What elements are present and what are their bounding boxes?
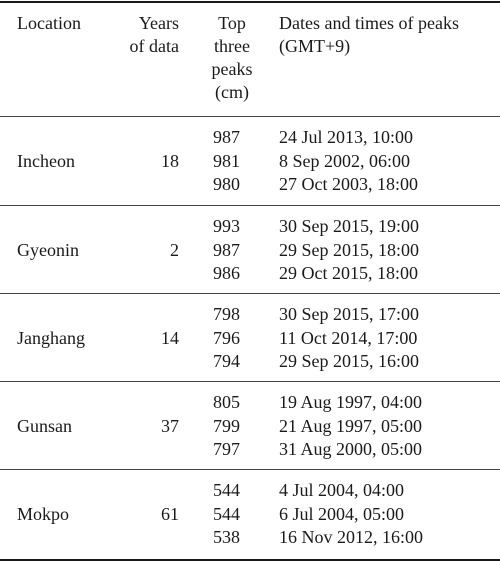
peak-value: 796 bbox=[213, 327, 240, 348]
header-years bbox=[113, 12, 179, 58]
header-peaks-line: three bbox=[214, 36, 250, 56]
header-dates-line: Dates and times of peaks bbox=[279, 13, 459, 33]
peak-value: 794 bbox=[213, 351, 240, 371]
table-bottom-rule bbox=[0, 559, 500, 561]
peak-value: 981 bbox=[213, 150, 240, 171]
peak-date: 27 Oct 2003, 18:00 bbox=[279, 174, 418, 194]
dates-cell bbox=[279, 391, 422, 462]
table-row bbox=[0, 294, 500, 384]
peak-date: 21 Aug 1997, 05:00 bbox=[279, 415, 423, 436]
peak-value: 544 bbox=[213, 503, 240, 524]
header-dates-line: (GMT+9) bbox=[279, 36, 351, 56]
peak-date: 29 Sep 2015, 18:00 bbox=[279, 239, 420, 260]
dates-cell bbox=[279, 479, 423, 550]
peak-date: 24 Jul 2013, 10:00 bbox=[279, 127, 414, 147]
peak-date: 29 Oct 2015, 18:00 bbox=[279, 263, 418, 283]
peak-date: 8 Sep 2002, 06:00 bbox=[279, 150, 411, 171]
peak-date: 4 Jul 2004, 04:00 bbox=[279, 480, 405, 500]
header-peaks bbox=[205, 12, 259, 104]
peak-value: 987 bbox=[213, 127, 240, 147]
table-row bbox=[0, 117, 500, 207]
peak-date: 30 Sep 2015, 19:00 bbox=[279, 216, 420, 236]
peak-value: 987 bbox=[213, 239, 240, 260]
table-top-rule bbox=[0, 1, 500, 3]
peak-value: 993 bbox=[213, 216, 240, 236]
header-dates bbox=[279, 12, 459, 58]
location-cell: Mokpo bbox=[17, 504, 70, 524]
peaks-cell bbox=[213, 126, 240, 197]
peaks-cell bbox=[213, 391, 240, 462]
dates-cell bbox=[279, 303, 419, 374]
peak-value: 797 bbox=[213, 439, 240, 459]
location-cell: Janghang bbox=[17, 328, 85, 348]
years-cell: 2 bbox=[170, 240, 179, 260]
table-header bbox=[0, 6, 500, 116]
peak-date: 19 Aug 1997, 04:00 bbox=[279, 392, 423, 412]
peaks-cell bbox=[213, 303, 240, 374]
peak-date: 31 Aug 2000, 05:00 bbox=[279, 439, 423, 459]
location-cell: Incheon bbox=[17, 151, 75, 171]
location-cell: Gunsan bbox=[17, 416, 72, 436]
peak-date: 6 Jul 2004, 05:00 bbox=[279, 503, 405, 524]
header-years-line: Years bbox=[138, 13, 179, 33]
location-cell: Gyeonin bbox=[17, 240, 79, 260]
peaks-cell bbox=[213, 215, 240, 286]
peak-value: 799 bbox=[213, 415, 240, 436]
peak-value: 798 bbox=[213, 304, 240, 324]
dates-cell bbox=[279, 126, 418, 197]
header-years-line: of data bbox=[129, 36, 179, 56]
peaks-cell bbox=[213, 479, 240, 550]
table-row bbox=[0, 470, 500, 560]
peak-value: 986 bbox=[213, 263, 240, 283]
years-cell: 61 bbox=[161, 504, 179, 524]
header-peaks-line: (cm) bbox=[215, 82, 249, 102]
peak-value: 544 bbox=[213, 480, 240, 500]
peak-value: 805 bbox=[213, 392, 240, 412]
years-cell: 18 bbox=[161, 151, 179, 171]
header-peaks-line: peaks bbox=[211, 59, 253, 79]
dates-cell bbox=[279, 215, 419, 286]
table-row bbox=[0, 382, 500, 472]
peak-value: 538 bbox=[213, 527, 240, 547]
header-peaks-line: Top bbox=[218, 13, 246, 33]
table-row bbox=[0, 206, 500, 296]
peak-date: 16 Nov 2012, 16:00 bbox=[279, 527, 423, 547]
peak-date: 29 Sep 2015, 16:00 bbox=[279, 351, 420, 371]
years-cell: 14 bbox=[161, 328, 179, 348]
peak-value: 980 bbox=[213, 174, 240, 194]
years-cell: 37 bbox=[161, 416, 179, 436]
peak-date: 11 Oct 2014, 17:00 bbox=[279, 327, 418, 348]
peak-date: 30 Sep 2015, 17:00 bbox=[279, 304, 420, 324]
header-location: Location bbox=[17, 13, 81, 33]
